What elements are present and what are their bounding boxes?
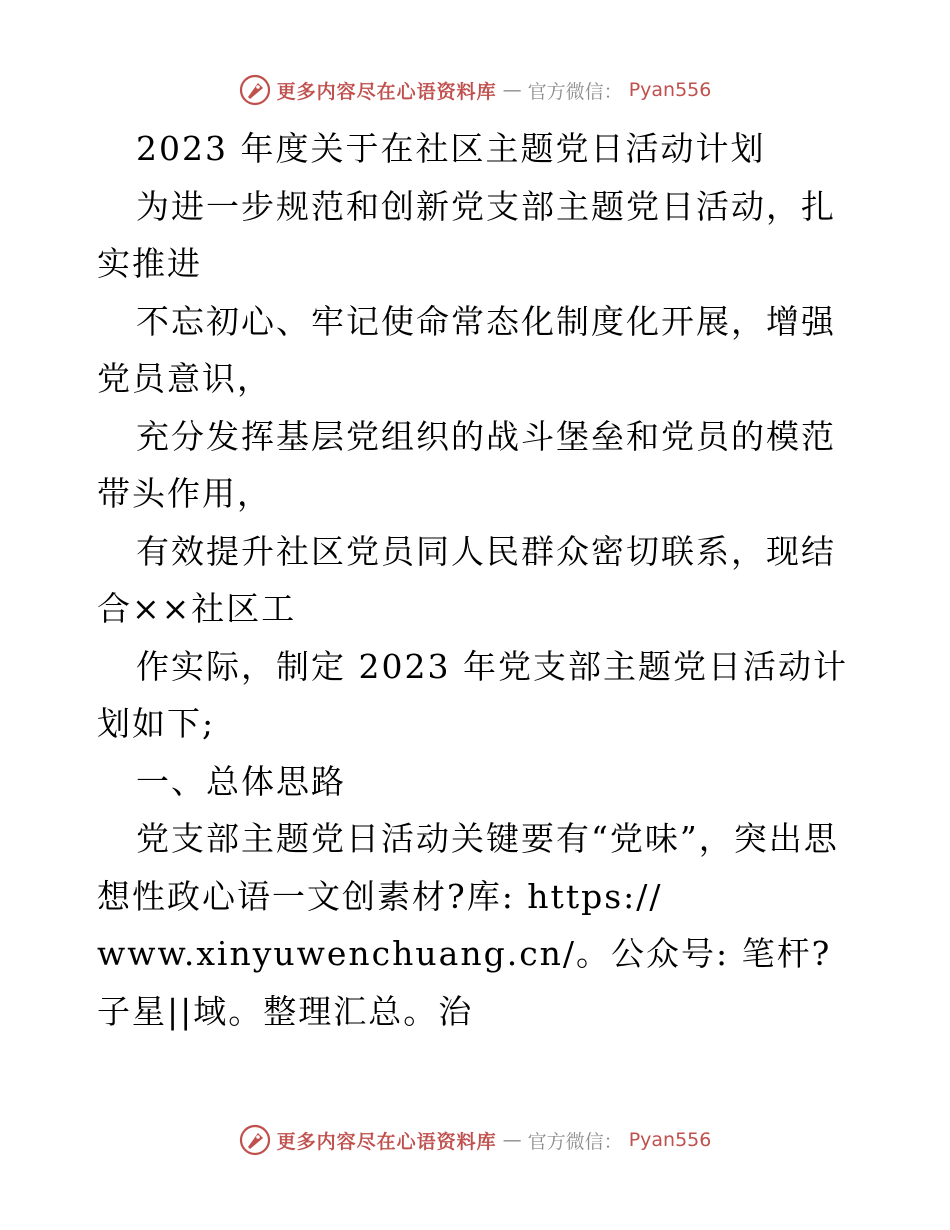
banner-wechat-label: 官方微信： bbox=[527, 1130, 623, 1153]
paragraph-line: 为进一步规范和创新党支部主题党日活动，扎实推进 bbox=[97, 186, 836, 283]
paragraph-line: 充分发挥基层党组织的战斗堡垒和党员的模范带头作用， bbox=[97, 416, 836, 513]
banner-wechat-id: Pyan556 bbox=[628, 79, 712, 101]
pen-nib-logo-icon bbox=[239, 1124, 271, 1156]
paragraph-line: 作实际，制定 2023 年党支部主题党日活动计划如下; bbox=[97, 646, 848, 743]
banner-main-text: 更多内容尽在心语资料库 bbox=[276, 1130, 497, 1153]
page-header-banner bbox=[0, 70, 950, 110]
paragraph-line: 党支部主题党日活动关键要有“党味”，突出思想性政心语一文创素材?库: https:// bbox=[97, 819, 839, 916]
document-title: 2023 年度关于在社区主题党日活动计划 bbox=[136, 129, 766, 168]
section-heading: 一、总体思路 bbox=[136, 761, 346, 801]
paragraph-line: 有效提升社区党员同人民群众密切联系，现结合××社区工 bbox=[97, 531, 836, 628]
banner-wechat-label: 官方微信： bbox=[527, 80, 623, 103]
pen-nib-logo-icon bbox=[239, 74, 271, 106]
paragraph-line: www.xinyuwenchuang.cn/。公众号: 笔杆?子星||域。整理汇总。治 bbox=[97, 934, 832, 1031]
paragraph-line: 不忘初心、牢记使命常态化制度化开展，增强党员意识， bbox=[97, 301, 836, 398]
watermark-banner bbox=[239, 1124, 712, 1156]
document-body bbox=[97, 120, 853, 1040]
banner-wechat-id: Pyan556 bbox=[628, 1129, 712, 1151]
banner-main-text: 更多内容尽在心语资料库 bbox=[276, 80, 497, 103]
banner-separator: — bbox=[502, 79, 522, 101]
banner-separator: — bbox=[502, 1129, 522, 1151]
watermark-banner bbox=[239, 74, 712, 106]
page-footer-banner bbox=[0, 1120, 950, 1160]
